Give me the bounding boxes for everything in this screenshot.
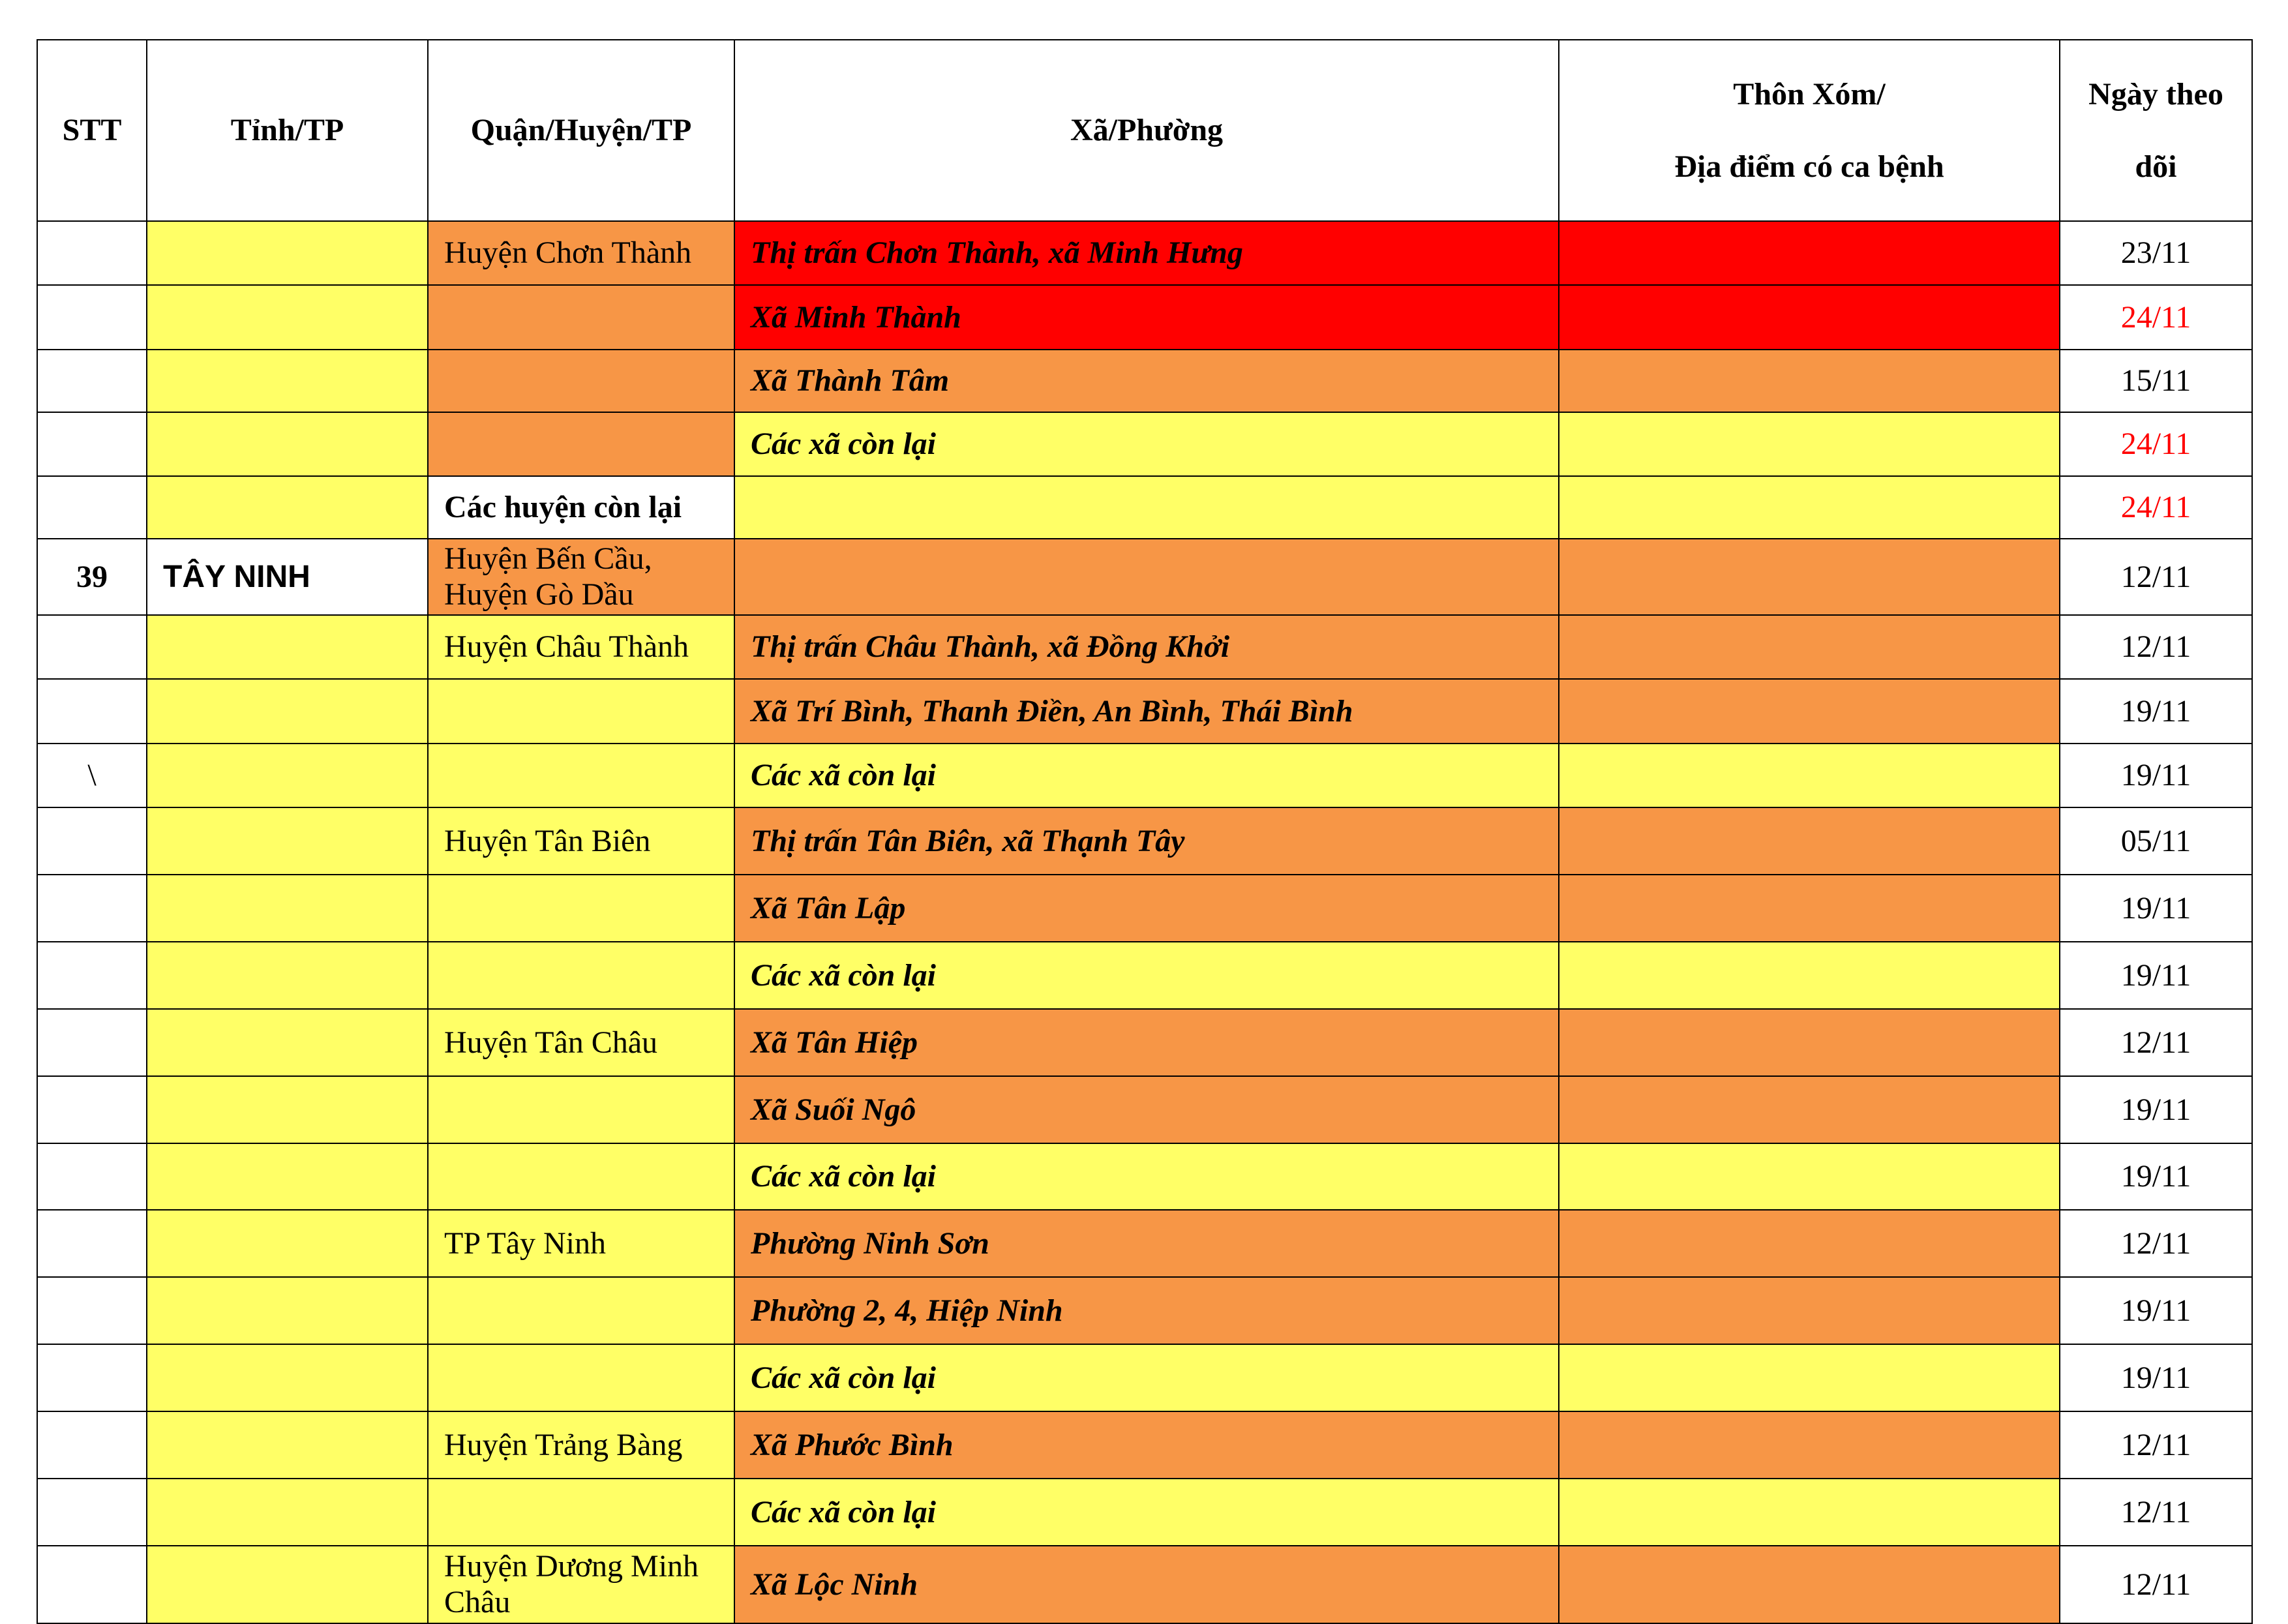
province-cell: TÂY NINH [147,539,428,615]
table-row [37,1344,2252,1411]
district-cell: Huyện Trảng Bàng [428,1411,734,1479]
commune-cell: Thị trấn Tân Biên, xã Thạnh Tây [734,807,1559,875]
commune-cell: Các xã còn lại [734,744,1559,807]
district-cell: Huyện Dương Minh Châu [428,1546,734,1623]
stt-cell [37,875,147,942]
header-province: Tỉnh/TP [147,40,428,221]
table-row [37,942,2252,1009]
hamlet-cell [1559,1479,2060,1546]
commune-cell: Xã Lộc Ninh [734,1546,1559,1623]
commune-cell: Các xã còn lại [734,942,1559,1009]
table-row [37,679,2252,744]
hamlet-cell [1559,807,2060,875]
stt-cell [37,285,147,350]
date-cell: 24/11 [2060,476,2252,539]
province-cell [147,412,428,476]
header-hamlet-line-1: Thôn Xóm/ [1733,77,1886,112]
header-hamlet-line-2: Địa điểm có ca bệnh [1674,149,1944,184]
commune-cell: Thị trấn Chơn Thành, xã Minh Hưng [734,221,1559,285]
province-cell [147,1411,428,1479]
stt-cell: 39 [37,539,147,615]
table-body [37,221,2252,1623]
date-cell: 24/11 [2060,285,2252,350]
hamlet-cell [1559,744,2060,807]
table-row [37,1546,2252,1623]
province-cell [147,807,428,875]
header-commune: Xã/Phường [734,40,1559,221]
date-cell: 12/11 [2060,1546,2252,1623]
date-cell: 15/11 [2060,350,2252,412]
stt-cell [37,1411,147,1479]
district-cell [428,1076,734,1143]
date-cell: 19/11 [2060,1076,2252,1143]
stt-cell: \ [37,744,147,807]
district-cell: Huyện Chơn Thành [428,221,734,285]
district-cell: Huyện Châu Thành [428,615,734,679]
table-row [37,539,2252,615]
stt-cell [37,1344,147,1411]
commune-cell: Phường Ninh Sơn [734,1210,1559,1277]
district-cell: Các huyện còn lại [428,476,734,539]
hamlet-cell [1559,412,2060,476]
district-cell [428,1479,734,1546]
hamlet-cell [1559,1344,2060,1411]
province-cell [147,350,428,412]
table-header [37,40,2252,221]
hamlet-cell [1559,1277,2060,1344]
hamlet-cell [1559,221,2060,285]
table-row [37,1143,2252,1210]
commune-cell: Xã Minh Thành [734,285,1559,350]
district-cell [428,679,734,744]
district-cell [428,1277,734,1344]
district-cell [428,412,734,476]
table-row [37,875,2252,942]
province-cell [147,744,428,807]
table-row [37,221,2252,285]
date-cell: 19/11 [2060,744,2252,807]
district-cell: Huyện Tân Châu [428,1009,734,1076]
stt-cell [37,942,147,1009]
hamlet-cell [1559,350,2060,412]
table-row [37,1009,2252,1076]
stt-cell [37,1479,147,1546]
commune-cell: Xã Tân Hiệp [734,1009,1559,1076]
date-cell: 12/11 [2060,1210,2252,1277]
header-date [2060,40,2252,221]
header-row [37,40,2252,221]
province-cell [147,615,428,679]
date-cell: 12/11 [2060,539,2252,615]
date-cell: 23/11 [2060,221,2252,285]
commune-cell: Các xã còn lại [734,1344,1559,1411]
district-cell [428,1344,734,1411]
commune-cell: Thị trấn Châu Thành, xã Đồng Khởi [734,615,1559,679]
province-cell [147,221,428,285]
commune-cell: Các xã còn lại [734,1143,1559,1210]
stt-cell [37,412,147,476]
outbreak-area-table [37,39,2253,1624]
stt-cell [37,476,147,539]
commune-cell: Xã Suối Ngô [734,1076,1559,1143]
table-row [37,285,2252,350]
table-row [37,1076,2252,1143]
hamlet-cell [1559,1546,2060,1623]
date-cell: 12/11 [2060,1411,2252,1479]
date-cell: 19/11 [2060,1277,2252,1344]
province-cell [147,1546,428,1623]
commune-cell: Các xã còn lại [734,1479,1559,1546]
district-cell [428,285,734,350]
district-cell: Huyện Bến Cầu, Huyện Gò Dầu [428,539,734,615]
date-cell: 12/11 [2060,615,2252,679]
district-cell [428,350,734,412]
date-cell: 12/11 [2060,1009,2252,1076]
date-cell: 19/11 [2060,875,2252,942]
commune-cell: Xã Trí Bình, Thanh Điền, An Bình, Thái Bình [734,679,1559,744]
hamlet-cell [1559,539,2060,615]
province-cell [147,1344,428,1411]
hamlet-cell [1559,1076,2060,1143]
table-row [37,807,2252,875]
hamlet-cell [1559,679,2060,744]
stt-cell [37,221,147,285]
hamlet-cell [1559,875,2060,942]
stt-cell [37,1277,147,1344]
district-cell [428,875,734,942]
district-cell: Huyện Tân Biên [428,807,734,875]
table-row [37,412,2252,476]
stt-cell [37,679,147,744]
header-stt: STT [37,40,147,221]
stt-cell [37,350,147,412]
hamlet-cell [1559,285,2060,350]
hamlet-cell [1559,1411,2060,1479]
province-cell [147,679,428,744]
table-row [37,476,2252,539]
table-row [37,1411,2252,1479]
hamlet-cell [1559,1143,2060,1210]
date-cell: 19/11 [2060,942,2252,1009]
district-cell: TP Tây Ninh [428,1210,734,1277]
table-row [37,615,2252,679]
province-cell [147,476,428,539]
stt-cell [37,1546,147,1623]
date-cell: 19/11 [2060,679,2252,744]
commune-cell [734,476,1559,539]
district-cell [428,744,734,807]
stt-cell [37,615,147,679]
hamlet-cell [1559,1210,2060,1277]
stt-cell [37,1210,147,1277]
stt-cell [37,1009,147,1076]
province-cell [147,285,428,350]
province-cell [147,1210,428,1277]
hamlet-cell [1559,942,2060,1009]
district-cell [428,942,734,1009]
stt-cell [37,1143,147,1210]
commune-cell: Phường 2, 4, Hiệp Ninh [734,1277,1559,1344]
province-cell [147,1009,428,1076]
hamlet-cell [1559,615,2060,679]
hamlet-cell [1559,1009,2060,1076]
commune-cell: Xã Thành Tâm [734,350,1559,412]
header-date-line-1: Ngày theo [2088,77,2223,112]
province-cell [147,942,428,1009]
date-cell: 05/11 [2060,807,2252,875]
province-cell [147,1076,428,1143]
province-cell [147,1277,428,1344]
table-row [37,1479,2252,1546]
stt-cell [37,1076,147,1143]
commune-cell: Xã Tân Lập [734,875,1559,942]
table-row [37,1210,2252,1277]
province-cell [147,875,428,942]
header-hamlet [1559,40,2060,221]
commune-cell: Xã Phước Bình [734,1411,1559,1479]
date-cell: 19/11 [2060,1143,2252,1210]
province-cell [147,1479,428,1546]
table-row [37,744,2252,807]
hamlet-cell [1559,476,2060,539]
commune-cell [734,539,1559,615]
district-cell [428,1143,734,1210]
commune-cell: Các xã còn lại [734,412,1559,476]
header-date-line-2: dõi [2135,149,2177,184]
province-cell [147,1143,428,1210]
date-cell: 19/11 [2060,1344,2252,1411]
stt-cell [37,807,147,875]
date-cell: 12/11 [2060,1479,2252,1546]
date-cell: 24/11 [2060,412,2252,476]
table-row [37,1277,2252,1344]
header-district: Quận/Huyện/TP [428,40,734,221]
table-row [37,350,2252,412]
